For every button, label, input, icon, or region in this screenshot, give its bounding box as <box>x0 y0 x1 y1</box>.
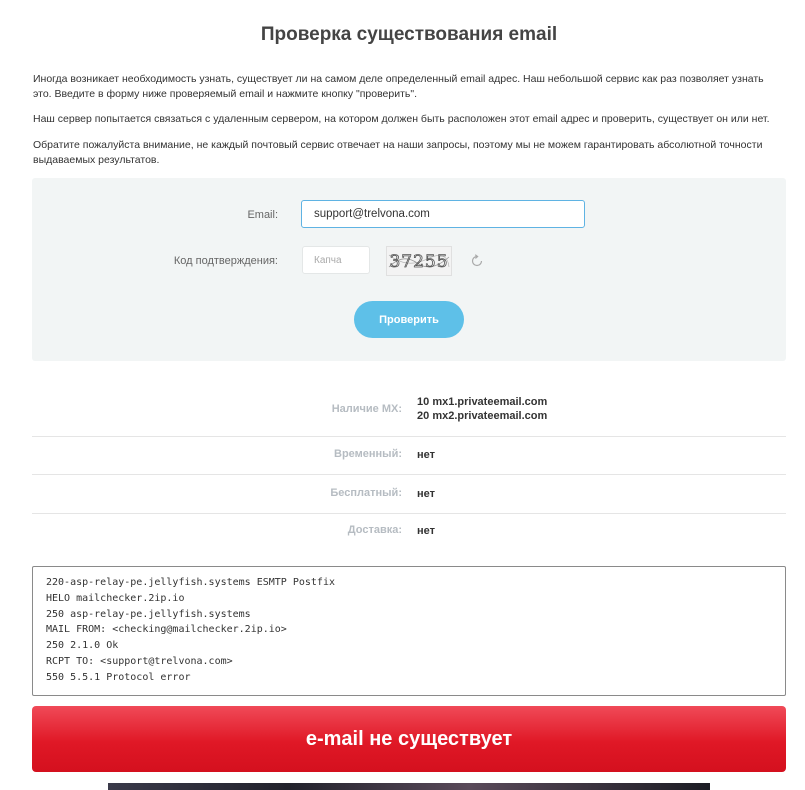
free-value: нет <box>417 488 436 500</box>
temporary-value: нет <box>417 449 436 461</box>
delivery-label: Доставка: <box>347 524 402 536</box>
captcha-text: 37255 <box>389 252 449 272</box>
captcha-input[interactable] <box>302 246 370 274</box>
intro-paragraph-3: Обратите пожалуйста внимание, не каждый почтовый сервис отвечает на наши запросы, поэтому мы не можем гарантировать абсолютной точности выдаваемых результатов. <box>33 139 763 166</box>
refresh-icon[interactable] <box>470 254 484 268</box>
log-line: RCPT TO: <support@trelvona.com> <box>46 655 233 667</box>
mx-record: 10 mx1.privateemail.com <box>417 396 548 408</box>
log-line: 250 asp-relay-pe.jellyfish.systems <box>46 608 251 620</box>
check-form <box>32 178 786 361</box>
result-temporary-row <box>32 437 786 475</box>
log-line: 250 2.1.0 Ok <box>46 640 119 652</box>
mx-record: 20 mx2.privateemail.com <box>417 410 548 422</box>
mx-records <box>417 395 547 423</box>
result-mx-row <box>32 386 786 437</box>
email-label: Email: <box>247 209 278 221</box>
log-line: MAIL FROM: <checking@mailchecker.2ip.io> <box>46 624 287 636</box>
mx-label: Наличие MX: <box>331 403 402 415</box>
email-input[interactable] <box>301 200 585 228</box>
intro-paragraph-1: Иногда возникает необходимость узнать, существует ли на самом деле определенный email адрес. Наш небольшой сервис как раз позволяет узнать это. Введите в форму ниже проверяемый email и нажмите кнопку "проверить". <box>33 73 764 100</box>
page-title: Проверка существования email <box>260 24 558 45</box>
temporary-label: Временный: <box>334 448 402 460</box>
free-label: Бесплатный: <box>330 487 402 499</box>
log-line: 550 5.5.1 Protocol error <box>46 671 191 683</box>
log-line: 220-asp-relay-pe.jellyfish.systems ESMTP Postfix <box>46 577 335 588</box>
result-delivery-row <box>32 514 786 550</box>
delivery-value: нет <box>417 525 436 537</box>
captcha-label: Код подтверждения: <box>173 255 278 267</box>
captcha-image <box>386 246 452 276</box>
intro-paragraph-2: Наш сервер попытается связаться с удаленным сервером, на котором должен быть расположен этот email адрес и проверить, существует он или нет. <box>33 113 770 125</box>
result-free-row <box>32 475 786 514</box>
log-line: HELO mailchecker.2ip.io <box>46 592 185 604</box>
advertisement-banner[interactable] <box>108 783 710 790</box>
check-button[interactable]: Проверить <box>354 301 464 338</box>
smtp-log[interactable] <box>32 566 786 696</box>
verdict-banner: e-mail не существует <box>32 706 786 772</box>
